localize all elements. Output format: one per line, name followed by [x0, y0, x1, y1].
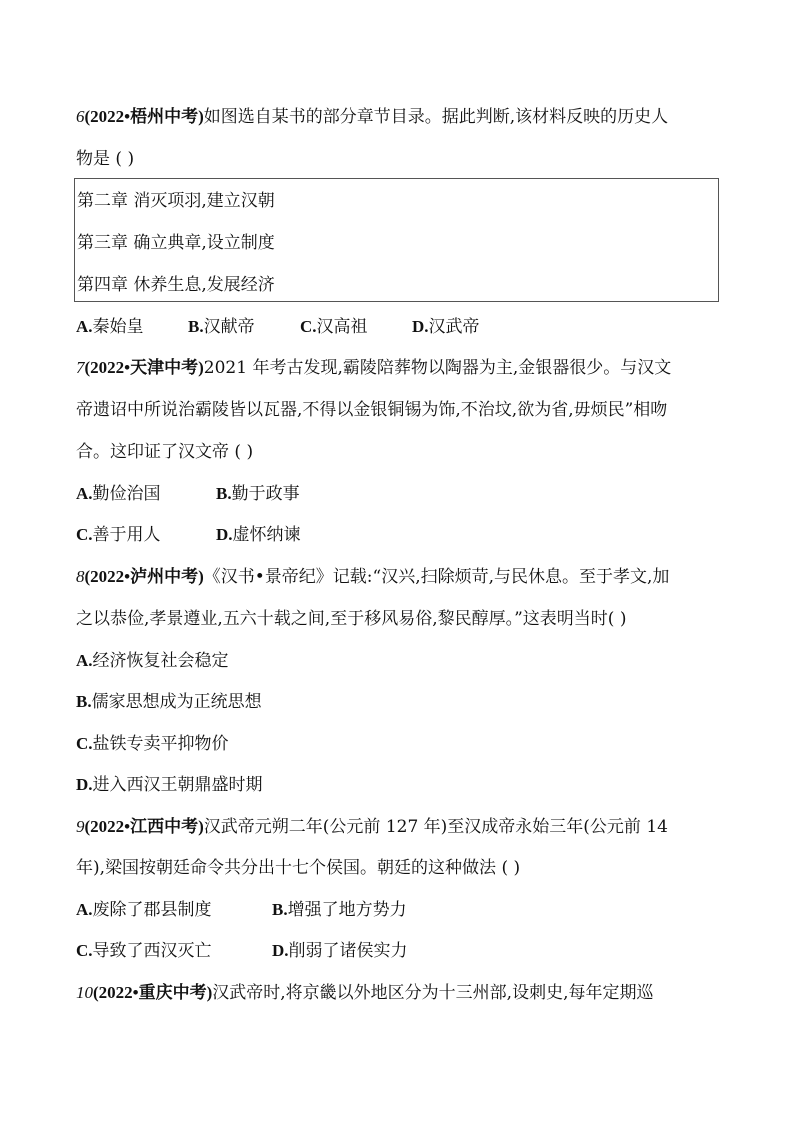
question-9-stem-line2: 年),梁国按朝廷命令共分出十七个侯国。朝廷的这种做法 ( ) — [76, 858, 521, 878]
question-7-stem-line2: 帝遗诏中所说治霸陵皆以瓦器,不得以金银铜锡为饰,不治坟,欲为省,毋烦民”相吻 — [76, 400, 668, 420]
option-d[interactable]: D.削弱了诸侯实力 — [272, 941, 408, 961]
question-source: (2022•泸州中考) — [84, 567, 204, 586]
chapter-table — [74, 178, 719, 302]
option-c[interactable]: C.盐铁专卖平抑物价 — [76, 734, 229, 754]
option-b[interactable]: B.儒家思想成为正统思想 — [76, 692, 262, 712]
question-number: 9 — [76, 817, 85, 836]
question-text: 汉武帝元朔二年(公元前 127 年)至汉成帝永始三年(公元前 14 — [203, 817, 668, 837]
option-a[interactable]: A.废除了郡县制度 — [76, 900, 212, 920]
question-7-stem-line3: 合。这印证了汉文帝 ( ) — [76, 442, 254, 462]
chapter-row: 第四章 休养生息,发展经济 — [77, 275, 275, 295]
question-9-stem-line1 — [76, 815, 668, 839]
question-6-stem-line2: 物是 ( ) — [76, 149, 135, 169]
option-a[interactable]: A.秦始皇 — [76, 317, 144, 337]
question-7-stem-line1 — [76, 356, 671, 380]
option-b[interactable]: B.汉献帝 — [188, 317, 255, 337]
option-d[interactable]: D.虚怀纳谏 — [216, 525, 301, 545]
question-text: 2021 年考古发现,霸陵陪葬物以陶器为主,金银器很少。与汉文 — [203, 358, 672, 378]
question-10-stem-line1 — [76, 981, 654, 1005]
option-b[interactable]: B.增强了地方势力 — [272, 900, 407, 920]
question-8-stem-line2: 之以恭俭,孝景遵业,五六十载之间,至于移风易俗,黎民醇厚。”这表明当时( ) — [76, 609, 627, 629]
question-source: (2022•梧州中考) — [84, 107, 204, 126]
chapter-row: 第二章 消灭项羽,建立汉朝 — [77, 191, 275, 211]
question-8-stem-line1 — [76, 565, 669, 589]
question-6-stem-line1 — [76, 105, 668, 129]
question-source: (2022•天津中考) — [84, 358, 204, 377]
question-number: 6 — [76, 107, 85, 126]
option-c[interactable]: C.汉高祖 — [300, 317, 368, 337]
option-b[interactable]: B.勤于政事 — [216, 484, 300, 504]
question-text: 如图选自某书的部分章节目录。据此判断,该材料反映的历史人 — [203, 107, 669, 127]
chapter-row: 第三章 确立典章,设立制度 — [77, 233, 275, 253]
question-text: 汉武帝时,将京畿以外地区分为十三州部,设刺史,每年定期巡 — [212, 983, 654, 1003]
option-c[interactable]: C.善于用人 — [76, 525, 161, 545]
option-c[interactable]: C.导致了西汉灭亡 — [76, 941, 212, 961]
question-number: 7 — [76, 358, 85, 377]
question-number: 8 — [76, 567, 85, 586]
question-number: 10 — [76, 983, 93, 1002]
question-source: (2022•重庆中考) — [93, 983, 213, 1002]
option-d[interactable]: D.进入西汉王朝鼎盛时期 — [76, 775, 263, 795]
option-a[interactable]: A.勤俭治国 — [76, 484, 161, 504]
question-text: 《汉书•景帝纪》记载:“汉兴,扫除烦苛,与民休息。至于孝文,加 — [203, 567, 670, 587]
option-a[interactable]: A.经济恢复社会稳定 — [76, 651, 229, 671]
option-d[interactable]: D.汉武帝 — [412, 317, 480, 337]
question-source: (2022•江西中考) — [84, 817, 204, 836]
